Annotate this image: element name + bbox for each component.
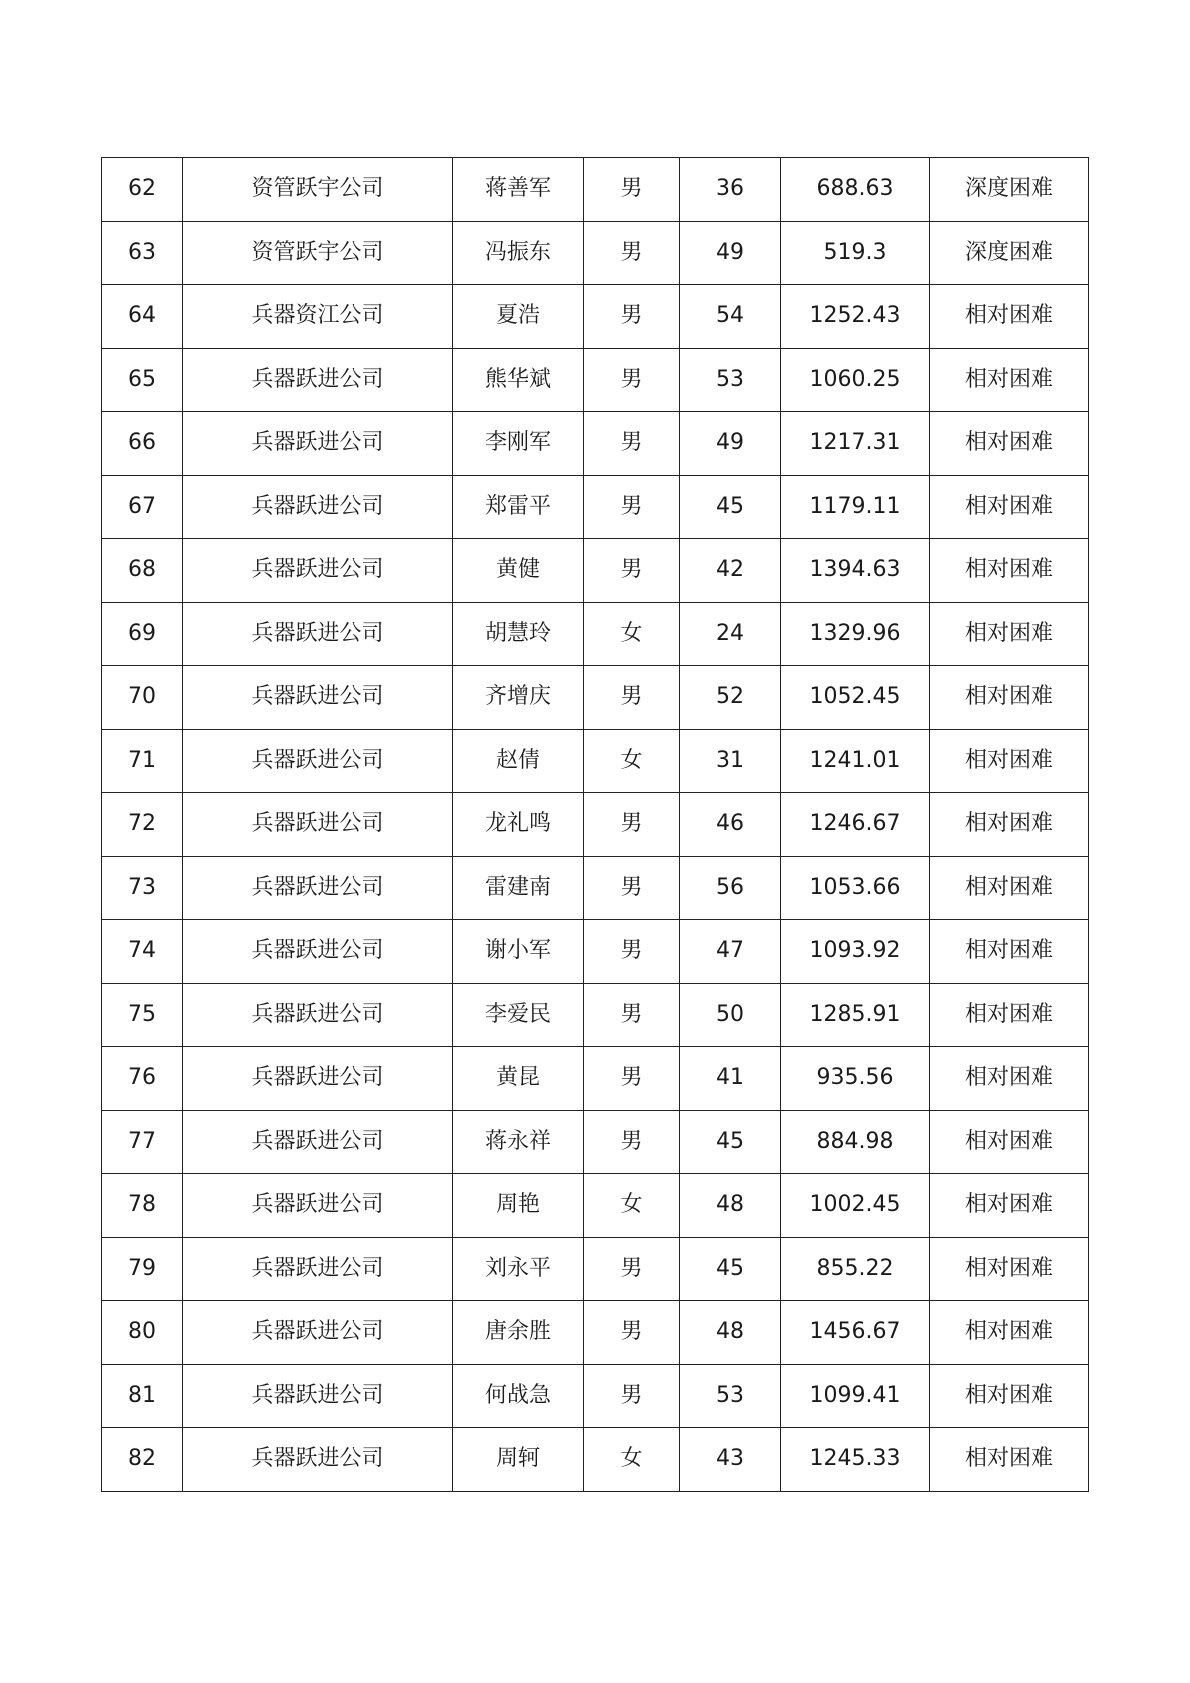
table-row: [102, 983, 1089, 1047]
cell-row-number: 79: [102, 1237, 183, 1301]
table-row: [102, 602, 1089, 666]
cell-age: 24: [680, 602, 781, 666]
cell-income: 1246.67: [781, 793, 930, 857]
cell-difficulty-level: 相对困难: [930, 1047, 1089, 1111]
cell-row-number: 74: [102, 920, 183, 984]
cell-income: 1179.11: [781, 475, 930, 539]
cell-difficulty-level: 相对困难: [930, 412, 1089, 476]
cell-difficulty-level: 相对困难: [930, 983, 1089, 1047]
table-row: [102, 412, 1089, 476]
cell-company: 兵器跃进公司: [183, 920, 453, 984]
cell-income: 1052.45: [781, 666, 930, 730]
cell-row-number: 76: [102, 1047, 183, 1111]
cell-company: 兵器跃进公司: [183, 1428, 453, 1492]
cell-name: 胡慧玲: [453, 602, 584, 666]
cell-income: 1285.91: [781, 983, 930, 1047]
cell-row-number: 73: [102, 856, 183, 920]
table-row: [102, 1428, 1089, 1492]
cell-name: 蒋善军: [453, 158, 584, 222]
cell-age: 53: [680, 1364, 781, 1428]
cell-age: 49: [680, 221, 781, 285]
cell-company: 兵器跃进公司: [183, 1237, 453, 1301]
cell-age: 36: [680, 158, 781, 222]
cell-company: 兵器跃进公司: [183, 602, 453, 666]
table-row: [102, 221, 1089, 285]
cell-income: 1456.67: [781, 1301, 930, 1365]
cell-name: 何战急: [453, 1364, 584, 1428]
cell-name: 唐余胜: [453, 1301, 584, 1365]
cell-difficulty-level: 相对困难: [930, 539, 1089, 603]
table-row: [102, 1237, 1089, 1301]
cell-gender: 男: [584, 475, 680, 539]
cell-gender: 男: [584, 983, 680, 1047]
cell-company: 兵器跃进公司: [183, 1364, 453, 1428]
cell-name: 黄昆: [453, 1047, 584, 1111]
cell-age: 45: [680, 1237, 781, 1301]
cell-company: 兵器跃进公司: [183, 1110, 453, 1174]
cell-gender: 男: [584, 158, 680, 222]
cell-income: 855.22: [781, 1237, 930, 1301]
cell-name: 夏浩: [453, 285, 584, 349]
cell-row-number: 77: [102, 1110, 183, 1174]
cell-gender: 男: [584, 1237, 680, 1301]
cell-income: 1217.31: [781, 412, 930, 476]
cell-name: 熊华斌: [453, 348, 584, 412]
cell-gender: 男: [584, 221, 680, 285]
cell-income: 1093.92: [781, 920, 930, 984]
cell-company: 兵器跃进公司: [183, 475, 453, 539]
cell-difficulty-level: 相对困难: [930, 1364, 1089, 1428]
cell-row-number: 63: [102, 221, 183, 285]
cell-income: 1241.01: [781, 729, 930, 793]
cell-difficulty-level: 相对困难: [930, 348, 1089, 412]
cell-difficulty-level: 相对困难: [930, 1301, 1089, 1365]
table-row: [102, 475, 1089, 539]
cell-income: 935.56: [781, 1047, 930, 1111]
cell-row-number: 75: [102, 983, 183, 1047]
cell-income: 688.63: [781, 158, 930, 222]
cell-age: 45: [680, 1110, 781, 1174]
cell-difficulty-level: 深度困难: [930, 221, 1089, 285]
cell-company: 兵器跃进公司: [183, 729, 453, 793]
cell-company: 兵器跃进公司: [183, 856, 453, 920]
cell-name: 谢小军: [453, 920, 584, 984]
table-row: [102, 285, 1089, 349]
cell-row-number: 82: [102, 1428, 183, 1492]
table-row: [102, 158, 1089, 222]
cell-difficulty-level: 相对困难: [930, 1237, 1089, 1301]
table-row: [102, 1047, 1089, 1111]
cell-name: 雷建南: [453, 856, 584, 920]
cell-company: 兵器跃进公司: [183, 348, 453, 412]
cell-company: 兵器跃进公司: [183, 1174, 453, 1238]
cell-age: 48: [680, 1301, 781, 1365]
cell-gender: 男: [584, 1364, 680, 1428]
table-row: [102, 666, 1089, 730]
cell-age: 56: [680, 856, 781, 920]
table-row: [102, 1364, 1089, 1428]
cell-income: 1394.63: [781, 539, 930, 603]
cell-age: 42: [680, 539, 781, 603]
cell-gender: 男: [584, 1110, 680, 1174]
cell-gender: 男: [584, 285, 680, 349]
cell-age: 46: [680, 793, 781, 857]
cell-income: 519.3: [781, 221, 930, 285]
cell-row-number: 62: [102, 158, 183, 222]
cell-age: 41: [680, 1047, 781, 1111]
cell-gender: 男: [584, 856, 680, 920]
roster-table: [101, 157, 1089, 1492]
cell-income: 1060.25: [781, 348, 930, 412]
table-row: [102, 1174, 1089, 1238]
cell-gender: 男: [584, 412, 680, 476]
cell-company: 兵器跃进公司: [183, 983, 453, 1047]
cell-gender: 男: [584, 793, 680, 857]
cell-name: 齐增庆: [453, 666, 584, 730]
cell-name: 周轲: [453, 1428, 584, 1492]
cell-gender: 男: [584, 666, 680, 730]
cell-income: 1329.96: [781, 602, 930, 666]
cell-age: 45: [680, 475, 781, 539]
cell-difficulty-level: 相对困难: [930, 1428, 1089, 1492]
cell-row-number: 64: [102, 285, 183, 349]
cell-difficulty-level: 相对困难: [930, 475, 1089, 539]
cell-company: 兵器跃进公司: [183, 1047, 453, 1111]
cell-gender: 男: [584, 539, 680, 603]
cell-age: 31: [680, 729, 781, 793]
cell-row-number: 66: [102, 412, 183, 476]
cell-difficulty-level: 深度困难: [930, 158, 1089, 222]
table-row: [102, 793, 1089, 857]
table-row: [102, 856, 1089, 920]
table-row: [102, 1301, 1089, 1365]
cell-row-number: 80: [102, 1301, 183, 1365]
cell-row-number: 71: [102, 729, 183, 793]
cell-name: 冯振东: [453, 221, 584, 285]
cell-company: 资管跃宇公司: [183, 158, 453, 222]
table-row: [102, 1110, 1089, 1174]
cell-difficulty-level: 相对困难: [930, 1110, 1089, 1174]
cell-name: 蒋永祥: [453, 1110, 584, 1174]
cell-name: 李刚军: [453, 412, 584, 476]
cell-name: 郑雷平: [453, 475, 584, 539]
cell-age: 52: [680, 666, 781, 730]
cell-difficulty-level: 相对困难: [930, 602, 1089, 666]
cell-company: 兵器跃进公司: [183, 793, 453, 857]
table-row: [102, 920, 1089, 984]
cell-age: 53: [680, 348, 781, 412]
cell-name: 赵倩: [453, 729, 584, 793]
cell-company: 资管跃宇公司: [183, 221, 453, 285]
cell-difficulty-level: 相对困难: [930, 793, 1089, 857]
cell-gender: 男: [584, 1047, 680, 1111]
cell-gender: 女: [584, 1428, 680, 1492]
table-row: [102, 729, 1089, 793]
cell-name: 周艳: [453, 1174, 584, 1238]
cell-row-number: 67: [102, 475, 183, 539]
cell-income: 1245.33: [781, 1428, 930, 1492]
cell-income: 884.98: [781, 1110, 930, 1174]
cell-difficulty-level: 相对困难: [930, 729, 1089, 793]
cell-name: 龙礼鸣: [453, 793, 584, 857]
cell-row-number: 68: [102, 539, 183, 603]
cell-income: 1099.41: [781, 1364, 930, 1428]
cell-company: 兵器资江公司: [183, 285, 453, 349]
cell-difficulty-level: 相对困难: [930, 920, 1089, 984]
cell-income: 1252.43: [781, 285, 930, 349]
cell-difficulty-level: 相对困难: [930, 666, 1089, 730]
cell-gender: 男: [584, 1301, 680, 1365]
cell-row-number: 65: [102, 348, 183, 412]
cell-age: 49: [680, 412, 781, 476]
cell-age: 54: [680, 285, 781, 349]
cell-gender: 女: [584, 1174, 680, 1238]
cell-name: 刘永平: [453, 1237, 584, 1301]
cell-income: 1053.66: [781, 856, 930, 920]
cell-difficulty-level: 相对困难: [930, 285, 1089, 349]
cell-company: 兵器跃进公司: [183, 1301, 453, 1365]
table-row: [102, 539, 1089, 603]
cell-row-number: 70: [102, 666, 183, 730]
cell-difficulty-level: 相对困难: [930, 856, 1089, 920]
cell-gender: 男: [584, 920, 680, 984]
cell-row-number: 69: [102, 602, 183, 666]
cell-row-number: 72: [102, 793, 183, 857]
cell-name: 李爱民: [453, 983, 584, 1047]
cell-name: 黄健: [453, 539, 584, 603]
cell-age: 43: [680, 1428, 781, 1492]
cell-age: 47: [680, 920, 781, 984]
cell-company: 兵器跃进公司: [183, 666, 453, 730]
cell-gender: 女: [584, 602, 680, 666]
cell-company: 兵器跃进公司: [183, 539, 453, 603]
cell-age: 50: [680, 983, 781, 1047]
cell-age: 48: [680, 1174, 781, 1238]
cell-row-number: 81: [102, 1364, 183, 1428]
table-row: [102, 348, 1089, 412]
cell-income: 1002.45: [781, 1174, 930, 1238]
cell-gender: 男: [584, 348, 680, 412]
cell-company: 兵器跃进公司: [183, 412, 453, 476]
cell-row-number: 78: [102, 1174, 183, 1238]
roster-table-body: [102, 158, 1089, 1492]
cell-gender: 女: [584, 729, 680, 793]
cell-difficulty-level: 相对困难: [930, 1174, 1089, 1238]
